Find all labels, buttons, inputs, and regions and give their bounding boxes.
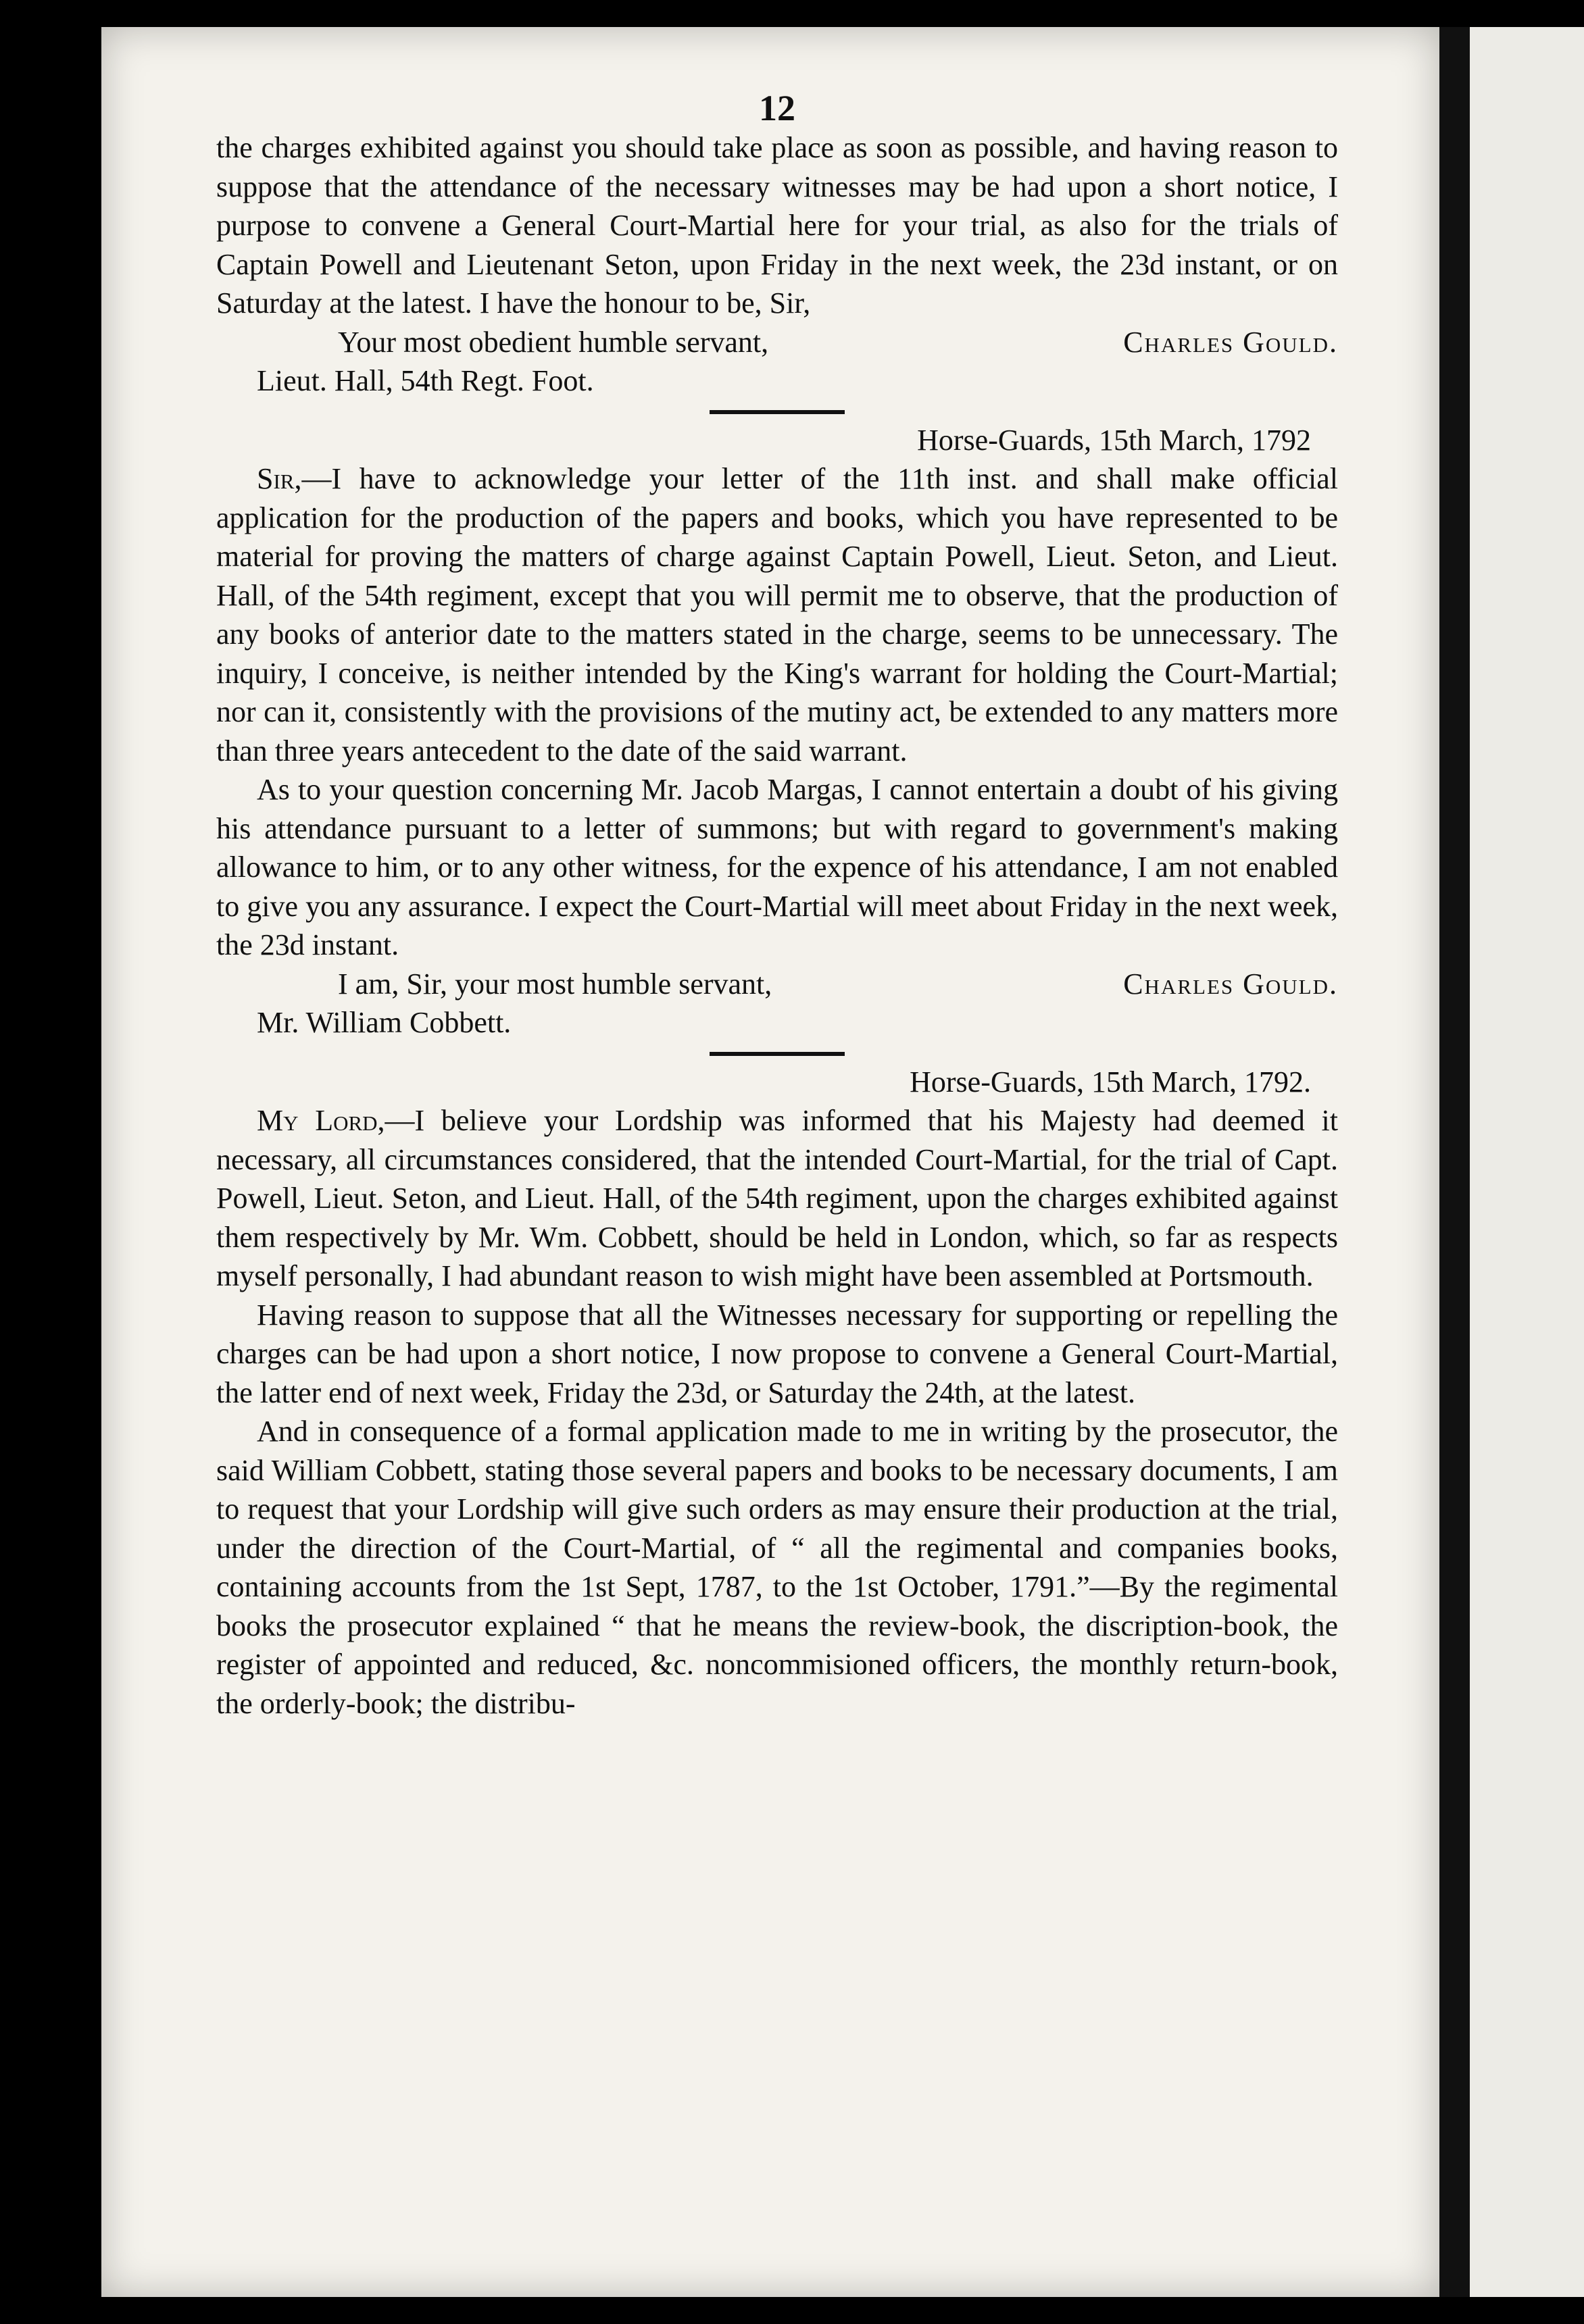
letter3-para1-text: —I believe your Lordship was informed that his Majesty had deemed it necessary, all circumstances considered, that the intended Court-Martial, for the trial of Capt. Powell, Lieut. Seton, and Lieut. Hall, of the 54th regiment, upon the charges exhibited against them respectively by Mr. Wm. Cobbett, should be held in London, which, so far as respects myself personally, I had abundant reason to wish might have been assembled at Portsmouth. [216, 1104, 1338, 1292]
letter2-closing [216, 965, 1338, 1004]
letter1-addressee: Lieut. Hall, 54th Regt. Foot. [257, 364, 594, 397]
letter1-signature: Charles Gould. [1123, 325, 1338, 359]
divider-rule [710, 410, 845, 414]
letter3-salutation: My Lord, [257, 1104, 385, 1137]
letter3-para1 [216, 1101, 1338, 1296]
letter2-para2: As to your question concerning Mr. Jacob Margas, I cannot entertain a doubt of his giving his attendance pursuant to a letter of summons; but with regard to government's making allowance to him, or to any other witness, for the expence of his attendance, I am not enabled to give you any assurance. I expect the Court-Martial will meet about Friday in the next week, the 23d instant. [216, 773, 1338, 961]
letter2-para1 [216, 459, 1338, 770]
adjacent-page-edge [1470, 27, 1584, 2297]
letter3-dateline: Horse-Guards, 15th March, 1792. [910, 1065, 1311, 1098]
page-gutter [1439, 27, 1470, 2297]
divider-rule [710, 1052, 845, 1056]
letter2-dateline: Horse-Guards, 15th March, 1792 [917, 423, 1311, 457]
letter2-closing-text: I am, Sir, your most humble servant, [338, 967, 772, 1001]
page-number: 12 [759, 88, 795, 128]
letter1-closing-text: Your most obedient humble servant, [338, 325, 769, 359]
scanned-page [101, 27, 1439, 2297]
letter2-signature: Charles Gould. [1123, 967, 1338, 1001]
letter2-salutation: Sir, [257, 462, 302, 495]
letter1-closing [216, 323, 1338, 362]
letter1-continuation: the charges exhibited against you should take place as soon as possible, and having reason to suppose that the attendance of the necessary witnesses may be had upon a short notice, I purpose to convene a General Court-Martial here for your trial, as also for the trials of Captain Powell and Lieutenant Seton, upon Friday in the next week, the 23d instant, or on Saturday at the latest. I have the honour to be, Sir, [216, 131, 1338, 320]
letter3-para3: And in consequence of a formal application made to me in writing by the prosecutor, the said William Cobbett, stating those several papers and books to be necessary documents, I am to request that your Lordship will give such orders as may ensure their production at the trial, under the direction of the Court-Martial, of “ all the regimental and companies books, containing accounts from the 1st Sept, 1787, to the 1st October, 1791.”—By the regimental books the prosecutor explained “ that he means the review-book, the discription-book, the register of appointed and reduced, &c. noncommisioned officers, the monthly return-book, the orderly-book; the distribu- [216, 1415, 1338, 1720]
letter3-para2: Having reason to suppose that all the Witnesses necessary for supporting or repelling the charges can be had upon a short notice, I now propose to convene a General Court-Martial, the latter end of next week, Friday the 23d, or Saturday the 24th, at the latest. [216, 1298, 1338, 1409]
letter2-para1-text: —I have to acknowledge your letter of the 11th inst. and shall make official application for the production of the papers and books, which you have represented to be material for proving the matters of charge against Captain Powell, Lieut. Seton, and Lieut. Hall, of the 54th regiment, except that you will permit me to observe, that the production of any books of anterior date to the matters stated in the charge, seems to be unnecessary. The inquiry, I conceive, is neither intended by the King's warrant for holding the Court-Martial; nor can it, consistently with the provisions of the mutiny act, be extended to any matters more than three years antecedent to the date of the said warrant. [216, 462, 1338, 767]
letter2-addressee: Mr. William Cobbett. [257, 1006, 512, 1039]
page-text [216, 27, 1338, 1723]
